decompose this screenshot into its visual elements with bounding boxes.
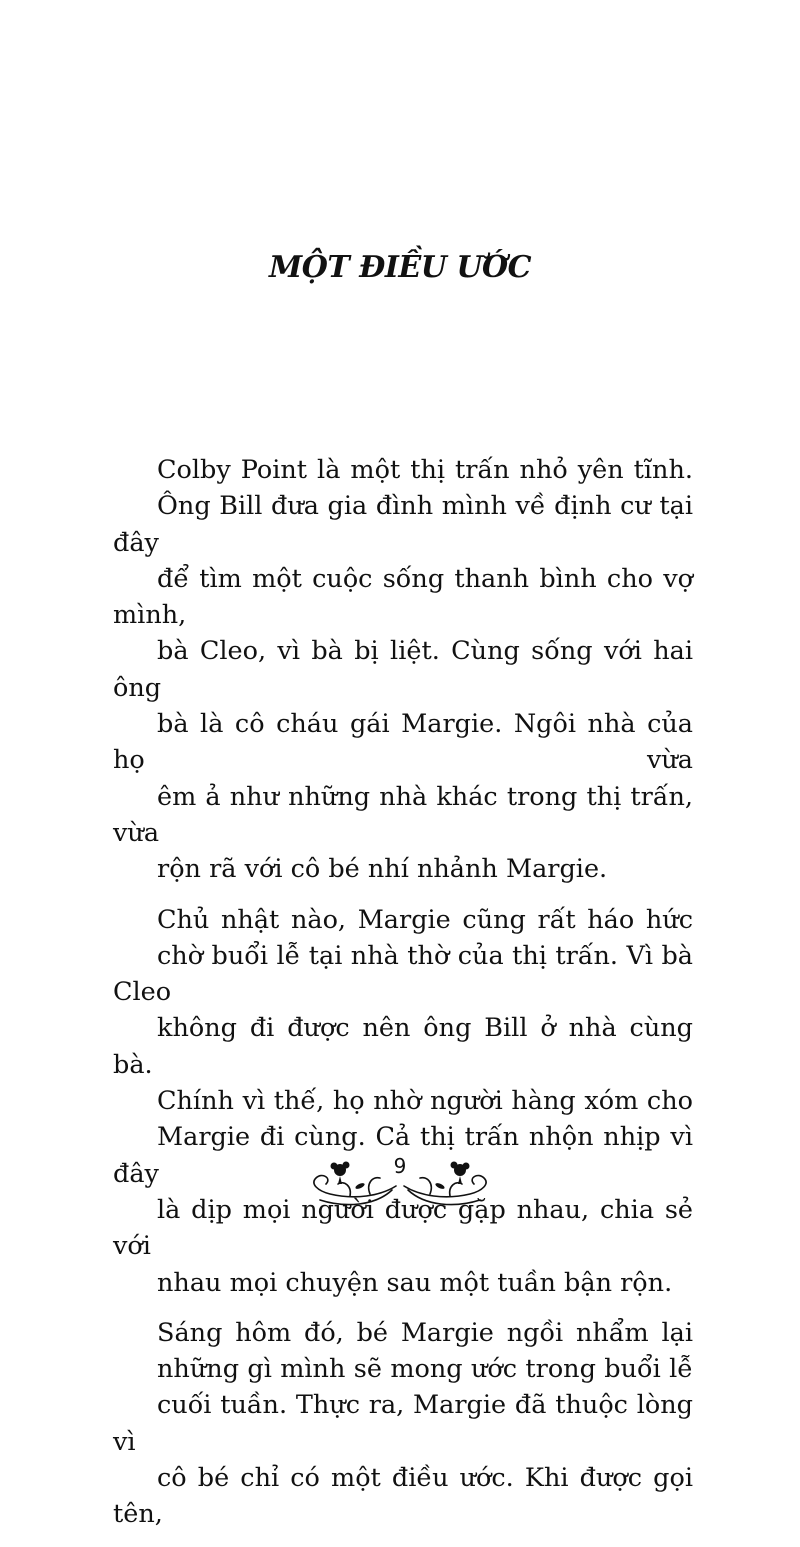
text-line: nhau mọi chuyện sau một tuần bận rộn.: [157, 1267, 673, 1298]
text-line: những gì mình sẽ mong ước trong buổi lễ: [157, 1354, 693, 1385]
page-number: 9: [393, 1154, 407, 1178]
text-line: rộn rã với cô bé nhí nhảnh Margie.: [157, 854, 608, 885]
text-line: Ông Bill đưa gia đình mình về định cư tại đây: [113, 491, 693, 558]
paragraph-1: [113, 452, 693, 888]
paragraph-3: [113, 1315, 693, 1533]
text-line: cuối tuần. Thực ra, Margie đã thuộc lòng vì: [113, 1390, 693, 1457]
text-line: là dịp mọi người được gặp nhau, chia sẻ với: [113, 1194, 693, 1262]
text-line: Chủ nhật nào, Margie cũng rất háo hức: [157, 904, 693, 935]
text-line: Chính vì thế, họ nhờ người hàng xóm cho: [157, 1086, 693, 1117]
paragraph-2: [113, 902, 693, 1301]
chapter-title: MỘT ĐIỀU ƯỚC: [268, 250, 531, 285]
text-line: Sáng hôm đó, bé Margie ngồi nhẩm lại: [157, 1317, 693, 1348]
body-text: [113, 452, 693, 1547]
text-line: cô bé chỉ có một điều ước. Khi được gọi tên,: [113, 1463, 693, 1530]
page-footer: [300, 1148, 500, 1218]
text-line: êm ả như những nhà khác trong thị trấn, vừa: [113, 781, 693, 848]
text-line: bà là cô cháu gái Margie. Ngôi nhà của họ vừa: [113, 709, 693, 776]
text-line: bà Cleo, vì bà bị liệt. Cùng sống với hai ông: [113, 636, 693, 703]
text-line: Colby Point là một thị trấn nhỏ yên tĩnh.: [157, 455, 693, 485]
text-line: chờ buổi lễ tại nhà thờ của thị trấn. Vì bà Cleo: [113, 940, 693, 1008]
text-line: để tìm một cuộc sống thanh bình cho vợ mình,: [113, 563, 693, 631]
text-line: không đi được nên ông Bill ở nhà cùng bà.: [113, 1013, 693, 1080]
text-line: Margie đi cùng. Cả thị trấn nhộn nhịp vì đây: [113, 1122, 693, 1189]
